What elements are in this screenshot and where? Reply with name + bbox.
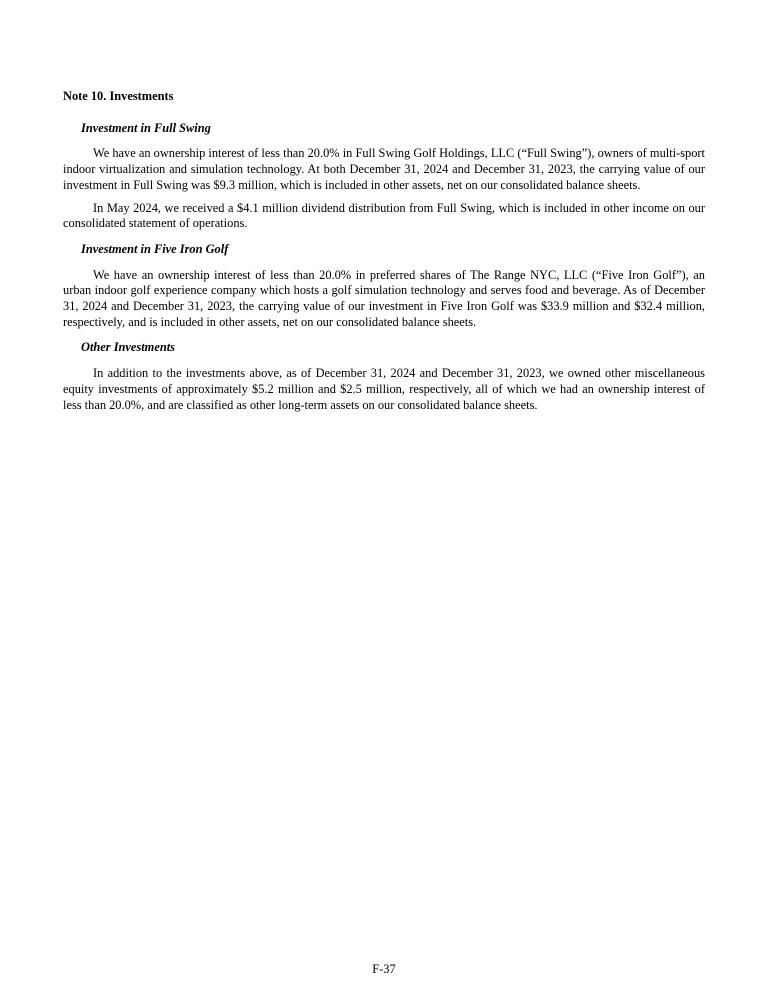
document-body [63, 89, 705, 420]
paragraph: We have an ownership interest of less than 20.0% in preferred shares of The Range NYC, LLC (“Five Iron Golf”), an urban indoor golf experience company which hosts a golf simulation technology and serves food and beverage. As of December 31, 2024 and December 31, 2023, the carrying value of our investment in Five Iron Golf was $33.9 million and $32.4 million, respectively, and is included in other assets, net on our consolidated balance sheets. [63, 267, 705, 329]
paragraph: In addition to the investments above, as of December 31, 2024 and December 31, 2023, we owned other miscellaneous equity investments of approximately $5.2 million and $2.5 million, respectively, all of which we had an ownership interest of less than 20.0%, and are classified as other long-term assets on our consolidated balance sheets. [63, 366, 705, 412]
paragraph: In May 2024, we received a $4.1 million dividend distribution from Full Swing, which is included in other income on our consolidated statement of operations. [63, 200, 705, 231]
paragraph: We have an ownership interest of less than 20.0% in Full Swing Golf Holdings, LLC (“Full Swing”), owners of multi-sport indoor virtualization and simulation technology. At both December 31, 2024 and December 31, 2023, the carrying value of our investment in Full Swing was $9.3 million, which is included in other assets, net on our consolidated balance sheets. [63, 146, 705, 192]
section-heading-other-investments: Other Investments [81, 340, 175, 355]
section-heading-full-swing: Investment in Full Swing [81, 120, 211, 135]
note-title: Note 10. Investments [63, 89, 174, 103]
section-heading-five-iron-golf: Investment in Five Iron Golf [81, 241, 229, 256]
page-number: F-37 [372, 962, 396, 976]
